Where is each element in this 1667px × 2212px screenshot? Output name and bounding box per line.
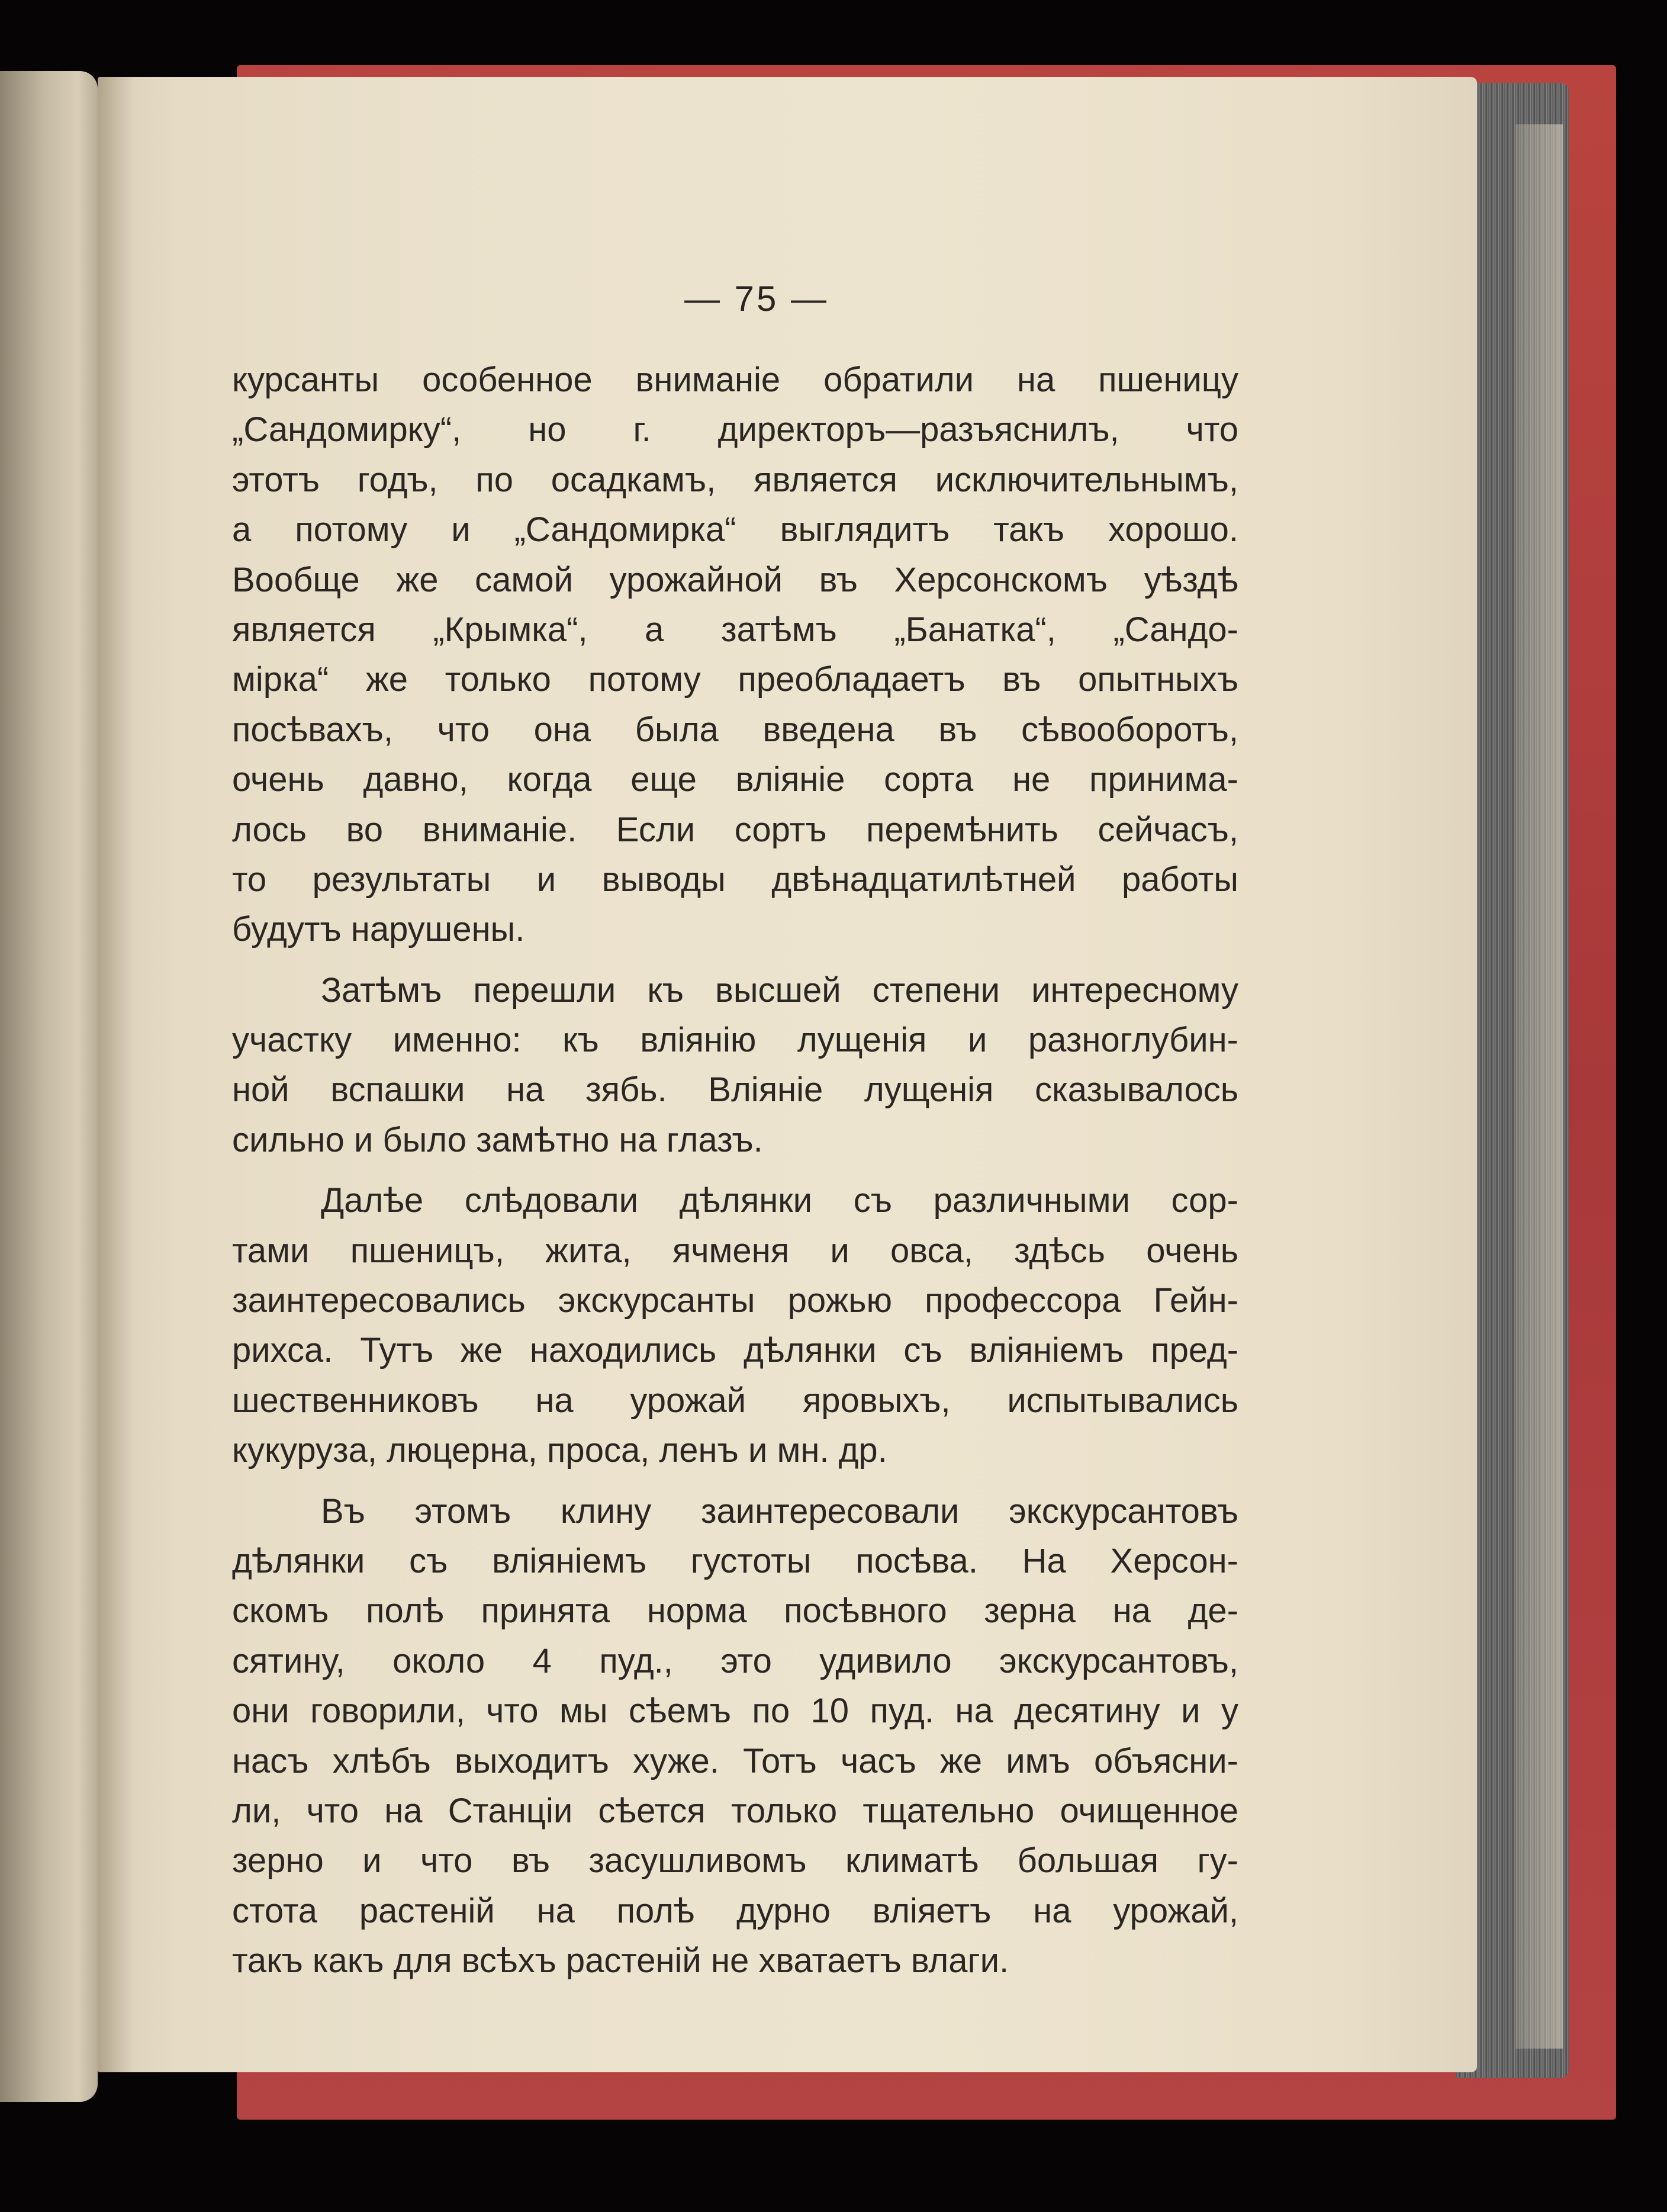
text-line: курсанты особенное вниманіе обратили на пшеницу bbox=[232, 361, 1238, 399]
paragraph-1 bbox=[232, 355, 1238, 955]
text-line: будутъ нарушены. bbox=[232, 910, 525, 949]
text-line: скомъ полѣ принята норма посѣвного зерна на де- bbox=[232, 1592, 1238, 1631]
text-line: рихса. Тутъ же находились дѣлянки съ вліяніемъ пред- bbox=[232, 1331, 1238, 1370]
text-line: шественниковъ на урожай яровыхъ, испытывались bbox=[232, 1381, 1238, 1420]
text-line: Затѣмъ перешли къ высшей степени интересному bbox=[321, 970, 1238, 1009]
text-line: Вообще же самой урожайной въ Херсонскомъ уѣздѣ bbox=[232, 560, 1238, 599]
text-line: заинтересовались экскурсанты рожью профессора Гейн- bbox=[232, 1281, 1238, 1320]
page-text bbox=[232, 355, 1238, 1997]
text-line: ли, что на Станціи сѣется только тщательно очищенное bbox=[232, 1791, 1238, 1830]
text-line: сятину, около 4 пуд., это удивило экскурсантовъ, bbox=[232, 1641, 1238, 1680]
text-line: лось во вниманіе. Если сортъ перемѣнить сейчасъ, bbox=[232, 810, 1238, 849]
text-line: „Сандомирку“, но г. директоръ—разъяснилъ, что bbox=[232, 410, 1238, 449]
text-line: а потому и „Сандомирка“ выглядитъ такъ хорошо. bbox=[232, 510, 1238, 549]
paragraph-3 bbox=[232, 1176, 1238, 1475]
text-line: Далѣе слѣдовали дѣлянки съ различными сор- bbox=[321, 1181, 1238, 1220]
text-line: этотъ годъ, по осадкамъ, является исключительнымъ, bbox=[232, 460, 1238, 499]
text-line: Въ этомъ клину заинтересовали экскурсантовъ bbox=[321, 1491, 1238, 1531]
text-line: то результаты и выводы двѣнадцатилѣтней работы bbox=[232, 860, 1238, 899]
text-line: посѣвахъ, что она была введена въ сѣвооборотъ, bbox=[232, 710, 1238, 749]
text-line: стота растеній на полѣ дурно вліяетъ на урожай, bbox=[232, 1891, 1238, 1930]
page-stack-highlight bbox=[1515, 124, 1563, 2049]
text-line: тами пшеницъ, жита, ячменя и овса, здѣсь очень bbox=[232, 1231, 1238, 1270]
paragraph-2 bbox=[232, 966, 1238, 1166]
text-line: такъ какъ для всѣхъ растеній не хватаетъ влаги. bbox=[232, 1941, 1009, 1980]
left-page-edge bbox=[0, 71, 98, 2102]
paragraph-4 bbox=[232, 1487, 1238, 1986]
text-line: кукуруза, люцерна, проса, ленъ и мн. др. bbox=[232, 1431, 887, 1470]
text-line: очень давно, когда еще вліяніе сорта не принима- bbox=[232, 760, 1238, 799]
text-line: ной вспашки на зябь. Вліяніе лущенія сказывалось bbox=[232, 1070, 1238, 1110]
text-line: мірка“ же только потому преобладаетъ въ опытныхъ bbox=[232, 660, 1238, 699]
text-line: сильно и было замѣтно на глазъ. bbox=[232, 1120, 763, 1159]
page-number: — 75 — bbox=[684, 279, 829, 319]
page-gutter-shadow bbox=[98, 77, 133, 2072]
text-line: участку именно: къ вліянію лущенія и разноглубин- bbox=[232, 1021, 1238, 1060]
text-line: они говорили, что мы сѣемъ по 10 пуд. на десятину и у bbox=[232, 1692, 1238, 1731]
text-line: дѣлянки съ вліяніемъ густоты посѣва. На Херсон- bbox=[232, 1541, 1238, 1580]
text-line: насъ хлѣбъ выходитъ хуже. Тотъ часъ же имъ объясни- bbox=[232, 1741, 1238, 1780]
text-line: зерно и что въ засушливомъ климатѣ большая гу- bbox=[232, 1841, 1238, 1880]
text-line: является „Крымка“, а затѣмъ „Банатка“, „Сандо- bbox=[232, 610, 1238, 649]
